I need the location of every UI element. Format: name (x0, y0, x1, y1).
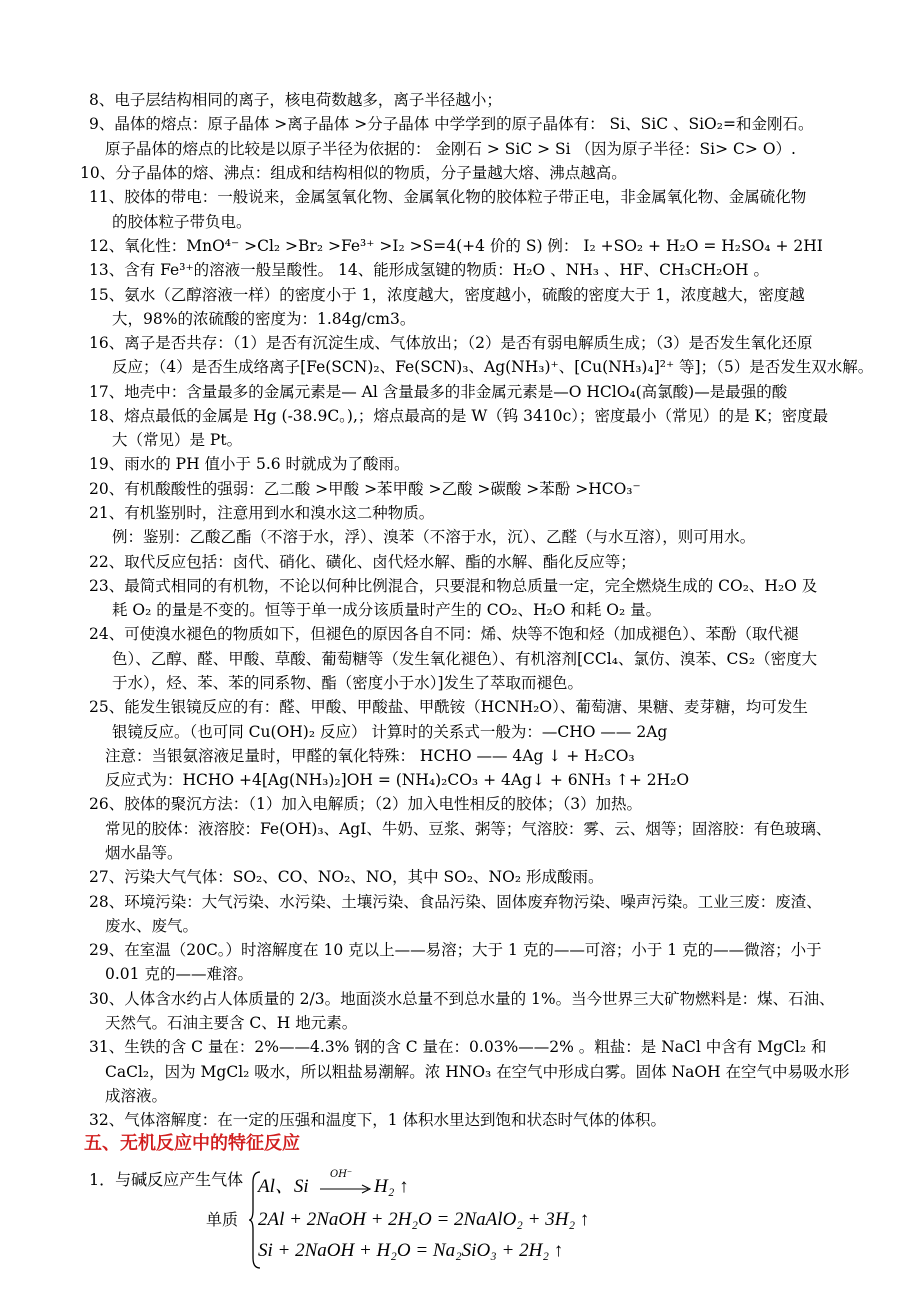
text-line: 色）、乙醇、醛、甲酸、草酸、葡萄糖等（发生氧化褪色）、有机溶剂[CCl₄、氯仿、溴苯、CS₂（密度大 (112, 650, 818, 668)
text-line: 32、气体溶解度：在一定的压强和温度下，1 体积水里达到饱和状态时气体的体积。 (89, 1111, 667, 1129)
text-line: 25、能发生银镜反应的有：醛、甲酸、甲酸盐、甲酰铵（HCNH₂O）、葡萄溏、果糖、麦芽糖，均可发生 (89, 698, 808, 716)
text-line: 20、有机酸酸性的强弱：乙二酸 >甲酸 >苯甲酸 >乙酸 >碳酸 >苯酚 >HCO₃⁻ (89, 480, 641, 498)
text-line: 废水、废气。 (105, 917, 199, 935)
text-line: 23、最简式相同的有机物，不论以何种比例混合，只要混和物总质量一定，完全燃烧生成的 CO₂、H₂O 及 (89, 577, 818, 595)
text-line: CaCl₂，因为 MgCl₂ 吸水，所以粗盐易潮解。浓 HNO₃ 在空气中形成白雾。固体 NaOH 在空气中易吸水形 (105, 1063, 850, 1081)
equation-1-right: H₂ ↑ (374, 1176, 409, 1197)
text-line: 22、取代反应包括：卤代、硝化、磺化、卤代烃水解、酯的水解、酯化反应等； (89, 553, 636, 571)
text-line: 12、氧化性：MnO⁴⁻ >Cl₂ >Br₂ >Fe³⁺ >I₂ >S=4(+4 价的 S) 例： I₂ +SO₂ + H₂O = H₂SO₄ + 2HI (89, 237, 823, 255)
text-line: 的胶体粒子带负电。 (112, 213, 252, 231)
text-line: 烟水晶等。 (105, 844, 183, 862)
text-line: 注意：当银氨溶液足量时，甲醛的氧化特殊： HCHO —— 4Ag ↓ + H₂CO₃ (105, 747, 635, 765)
text-line: 10、分子晶体的熔、沸点：组成和结构相似的物质，分子量越大熔、沸点越高。 (80, 164, 627, 182)
text-line: 13、含有 Fe³⁺的溶液一般呈酸性。 14、能形成氢键的物质：H₂O 、NH₃ 、HF、CH₃CH₂OH 。 (89, 261, 769, 279)
text-line: 于水），烃、苯、苯的同系物、酯（密度小于水）]发生了萃取而褪色。 (112, 674, 584, 692)
text-line: 21、有机鉴别时，注意用到水和溴水这二种物质。 (89, 504, 435, 522)
text-line: 28、环境污染：大气污染、水污染、土壤污染、食品污染、固体废弃物污染、噪声污染。工业三废：废渣、 (89, 893, 822, 911)
text-line: 反应式为：HCHO +4[Ag(NH₃)₂]OH = (NH₄)₂CO₃ + 4Ag↓ + 6NH₃ ↑+ 2H₂O (105, 771, 690, 789)
text-line: 8、电子层结构相同的离子，核电荷数越多，离子半径越小； (89, 91, 502, 109)
equation-3: Si + 2NaOH + H₂O = Na₂SiO₃ + 2H₂ ↑ (258, 1240, 564, 1261)
text-line: 31、生铁的含 C 量在：2%——4.3% 钢的含 C 量在：0.03%——2% 。粗盐：是 NaCl 中含有 MgCl₂ 和 (89, 1038, 827, 1056)
text-line: 耗 O₂ 的量是不变的。恒等于单一成分该质量时产生的 CO₂、H₂O 和耗 O₂ 量。 (112, 601, 662, 619)
text-line: 29、在室温（20C。）时溶解度在 10 克以上——易溶；大于 1 克的——可溶；小于 1 克的——微溶；小于 (89, 941, 822, 959)
text-line: 原子晶体的熔点的比较是以原子半径为依据的： 金刚石 > SiC > Si （因为原子半径：Si> C> O）. (105, 140, 796, 158)
text-line: 9、晶体的熔点：原子晶体 >离子晶体 >分子晶体 中学学到的原子晶体有： Si、SiC 、SiO₂=和金刚石。 (89, 115, 814, 133)
text-line: 大，98%的浓硫酸的密度为：1.84g/cm3。 (112, 310, 416, 328)
text-line: 30、人体含水约占人体质量的 2/3。地面淡水总量不到总水量的 1%。当今世界三大矿物燃料是：煤、石油、 (89, 990, 835, 1008)
text-line: 27、污染大气气体：SO₂、CO、NO₂、NO，其中 SO₂、NO₂ 形成酸雨。 (89, 868, 604, 886)
text-line: 18、熔点最低的金属是 Hg (-38.9C。),；熔点最高的是 W（钨 3410c）；密度最小（常见）的是 K；密度最 (89, 407, 829, 425)
text-line: 银镜反应。（也可同 Cu(OH)₂ 反应） 计算时的关系式一般为：—CHO —— 2Ag (112, 723, 668, 741)
text-line: 24、可使溴水褪色的物质如下，但褪色的原因各自不同：烯、炔等不饱和烃（加成褪色）、苯酚（取代褪 (89, 625, 799, 643)
text-line: 反应；（4）是否生成络离子[Fe(SCN)₂、Fe(SCN)₃、Ag(NH₃)⁺、[Cu(NH₃)₄]²⁺ 等]；（5）是否发生双水解。 (112, 358, 874, 376)
equation-1-catalyst: OH⁻ (330, 1169, 353, 1180)
text-line: 19、雨水的 PH 值小于 5.6 时就成为了酸雨。 (89, 455, 410, 473)
text-line: 常见的胶体：液溶胶：Fe(OH)₃、AgI、牛奶、豆浆、粥等；气溶胶：雾、云、烟等；固溶胶：有色玻璃、 (105, 820, 832, 838)
text-line: 0.01 克的——难溶。 (105, 965, 253, 983)
text-line: 成溶液。 (105, 1087, 168, 1105)
section-heading: 五、无机反应中的特征反应 (84, 1133, 300, 1154)
text-line: 17、地壳中：含量最多的金属元素是— Al 含量最多的非金属元素是—O HClO₄(高氯酸)—是最强的酸 (89, 383, 788, 401)
text-line: 26、胶体的聚沉方法：（1）加入电解质；（2）加入电性相反的胶体；（3）加热。 (89, 795, 643, 813)
text-line: 例：鉴别：乙酸乙酯（不溶于水，浮）、溴苯（不溶于水，沉）、乙醛（与水互溶），则可用水。 (112, 528, 756, 546)
text-line: 15、氨水（乙醇溶液一样）的密度小于 1，浓度越大，密度越小，硫酸的密度大于 1，浓度越大，密度越 (89, 286, 805, 304)
text-line: 16、离子是否共存：（1）是否有沉淀生成、气体放出；（2）是否有弱电解质生成；（3）是否发生氧化还原 (89, 334, 813, 352)
equation-2: 2Al + 2NaOH + 2H₂O = 2NaAlO₂ + 3H₂ ↑ (258, 1209, 590, 1230)
text-line: 天然气。石油主要含 C、H 地元素。 (105, 1014, 358, 1032)
reaction-intro: 1．与碱反应产生气体 (89, 1170, 244, 1189)
text-line: 大（常见）是 Pt。 (112, 431, 243, 449)
equation-1-left: Al、Si (258, 1176, 309, 1197)
reaction-category: 单质 (206, 1210, 239, 1229)
text-line: 11、胶体的带电：一般说来，金属氢氧化物、金属氧化物的胶体粒子带正电，非金属氧化物、金属硫化物 (89, 188, 807, 206)
